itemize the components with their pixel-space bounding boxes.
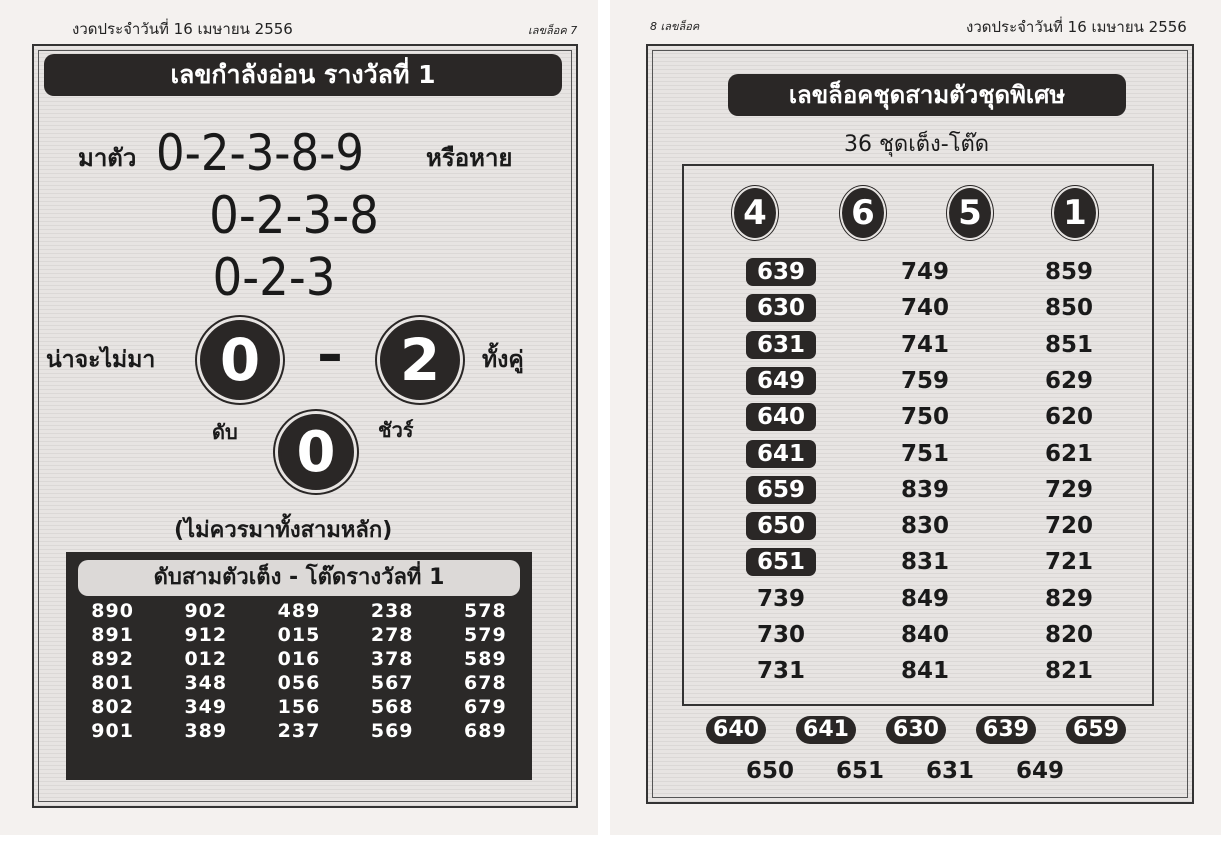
set-number: 741 xyxy=(900,331,949,358)
row3-digits: 0-2-3 xyxy=(212,248,336,308)
set-number: 629 xyxy=(1044,367,1093,394)
bottom-pill: 639 xyxy=(976,716,1036,744)
set-number: 829 xyxy=(1044,585,1093,612)
table-cell: 912 xyxy=(184,624,228,646)
row2-digits: 0-2-3-8 xyxy=(209,186,379,246)
set-number: 730 xyxy=(756,622,805,648)
set-number: 751 xyxy=(900,440,949,467)
right-subtitle: 36 ชุดเต็ง-โต๊ด xyxy=(844,132,990,157)
table-cell: 568 xyxy=(370,696,414,718)
dash: – xyxy=(317,322,343,387)
bottom-pill: 641 xyxy=(796,716,856,744)
row5-suffix: ชัวร์ xyxy=(378,418,414,442)
left-header-page: เลขล็อค 7 xyxy=(528,24,578,37)
number-grid xyxy=(66,600,532,742)
set-number: 839 xyxy=(900,476,949,503)
table-cell: 678 xyxy=(464,672,507,694)
row1-suffix: หรือหาย xyxy=(426,144,513,172)
top-digit: 4 xyxy=(734,188,776,238)
set-number: 841 xyxy=(900,658,949,685)
set-number: 650 xyxy=(746,512,816,540)
bottom-pill: 630 xyxy=(886,716,946,744)
table-cell: 689 xyxy=(464,720,507,742)
set-number: 750 xyxy=(900,404,949,431)
table-cell: 801 xyxy=(91,672,134,694)
table-cell: 349 xyxy=(184,696,228,718)
set-number: 830 xyxy=(900,513,949,540)
table-cell: 891 xyxy=(91,624,134,646)
table-cell: 578 xyxy=(464,600,507,622)
table-cell: 238 xyxy=(370,600,414,622)
set-number: 859 xyxy=(1044,259,1093,285)
set-number: 740 xyxy=(900,295,949,322)
row4-suffix: ทั้งคู่ xyxy=(482,347,524,373)
set-number: 731 xyxy=(756,658,805,685)
number-table xyxy=(66,552,532,780)
set-number: 749 xyxy=(900,259,949,285)
table-cell: 802 xyxy=(91,696,134,718)
right-frame xyxy=(646,44,1194,804)
table-cell: 016 xyxy=(277,648,321,670)
set-number: 820 xyxy=(1044,622,1093,648)
row4-prefix: น่าจะไม่มา xyxy=(46,347,156,373)
table-cell: 901 xyxy=(91,720,134,742)
table-cell: 389 xyxy=(184,720,228,742)
set-number: 639 xyxy=(746,258,816,286)
sets-box xyxy=(682,164,1154,706)
left-frame xyxy=(32,44,578,808)
table-cell: 569 xyxy=(370,720,414,742)
set-number: 729 xyxy=(1044,476,1093,503)
table-cell: 237 xyxy=(277,720,321,742)
set-number: 640 xyxy=(746,403,816,431)
set-number: 620 xyxy=(1044,404,1093,431)
table-cell: 589 xyxy=(464,648,507,670)
set-number: 721 xyxy=(1044,549,1093,576)
table-cell: 012 xyxy=(184,648,228,670)
right-title: เลขล็อคชุดสามตัวชุดพิเศษ xyxy=(728,74,1126,116)
row1-digits: 0-2-3-8-9 xyxy=(156,124,365,182)
set-number: 649 xyxy=(746,367,816,395)
table-cell: 890 xyxy=(91,600,134,622)
set-number: 739 xyxy=(756,585,805,612)
set-number: 850 xyxy=(1044,295,1093,322)
left-title: เลขกำลังอ่อน รางวัลที่ 1 xyxy=(44,54,562,96)
table-cell: 579 xyxy=(464,624,507,646)
table-cell: 278 xyxy=(370,624,414,646)
top-digit: 5 xyxy=(949,188,991,238)
table-cell: 156 xyxy=(277,696,321,718)
table-cell: 902 xyxy=(184,600,228,622)
table-cell: 015 xyxy=(277,624,321,646)
left-header-date: งวดประจำวันที่ 16 เมษายน 2556 xyxy=(72,20,293,38)
bottom-number: 651 xyxy=(836,758,885,784)
set-number: 641 xyxy=(746,440,816,468)
set-number: 631 xyxy=(746,331,816,359)
table-cell: 892 xyxy=(91,648,134,670)
row5-prefix: ดับ xyxy=(212,420,238,444)
set-number: 821 xyxy=(1044,658,1093,685)
table-cell: 056 xyxy=(277,672,321,694)
top-digit: 6 xyxy=(842,188,884,238)
left-page xyxy=(0,0,598,835)
bottom-number: 650 xyxy=(746,758,795,784)
set-number: 651 xyxy=(746,548,816,576)
circle-left: 0 xyxy=(200,320,280,400)
set-number: 621 xyxy=(1044,440,1093,467)
set-number: 831 xyxy=(900,549,949,576)
table-cell: 679 xyxy=(464,696,507,718)
circle-right: 2 xyxy=(380,320,460,400)
table-cell: 348 xyxy=(184,672,228,694)
set-number: 759 xyxy=(900,367,949,394)
bottom-pill: 640 xyxy=(706,716,766,744)
set-number: 630 xyxy=(746,294,816,322)
right-header-date: งวดประจำวันที่ 16 เมษายน 2556 xyxy=(966,18,1187,36)
row1-prefix: มาตัว xyxy=(78,144,137,172)
set-number: 849 xyxy=(900,585,949,612)
set-number: 720 xyxy=(1044,513,1093,540)
table-cell: 378 xyxy=(370,648,414,670)
bottom-number: 649 xyxy=(1016,758,1065,784)
bottom-pill: 659 xyxy=(1066,716,1126,744)
top-digit: 1 xyxy=(1054,188,1096,238)
circle-bottom: 0 xyxy=(278,414,354,490)
table-cell: 567 xyxy=(370,672,414,694)
set-number: 851 xyxy=(1044,331,1093,358)
right-page xyxy=(610,0,1221,835)
note: (ไม่ควรมาทั้งสามหลัก) xyxy=(174,518,393,543)
right-header-page: 8 เลขล็อค xyxy=(650,20,700,33)
table-cell: 489 xyxy=(277,600,321,622)
set-number: 659 xyxy=(746,476,816,504)
table-title: ดับสามตัวเต็ง - โต๊ดรางวัลที่ 1 xyxy=(78,560,520,596)
set-number: 840 xyxy=(900,622,949,648)
bottom-number: 631 xyxy=(926,758,975,784)
page-gutter xyxy=(598,0,610,841)
